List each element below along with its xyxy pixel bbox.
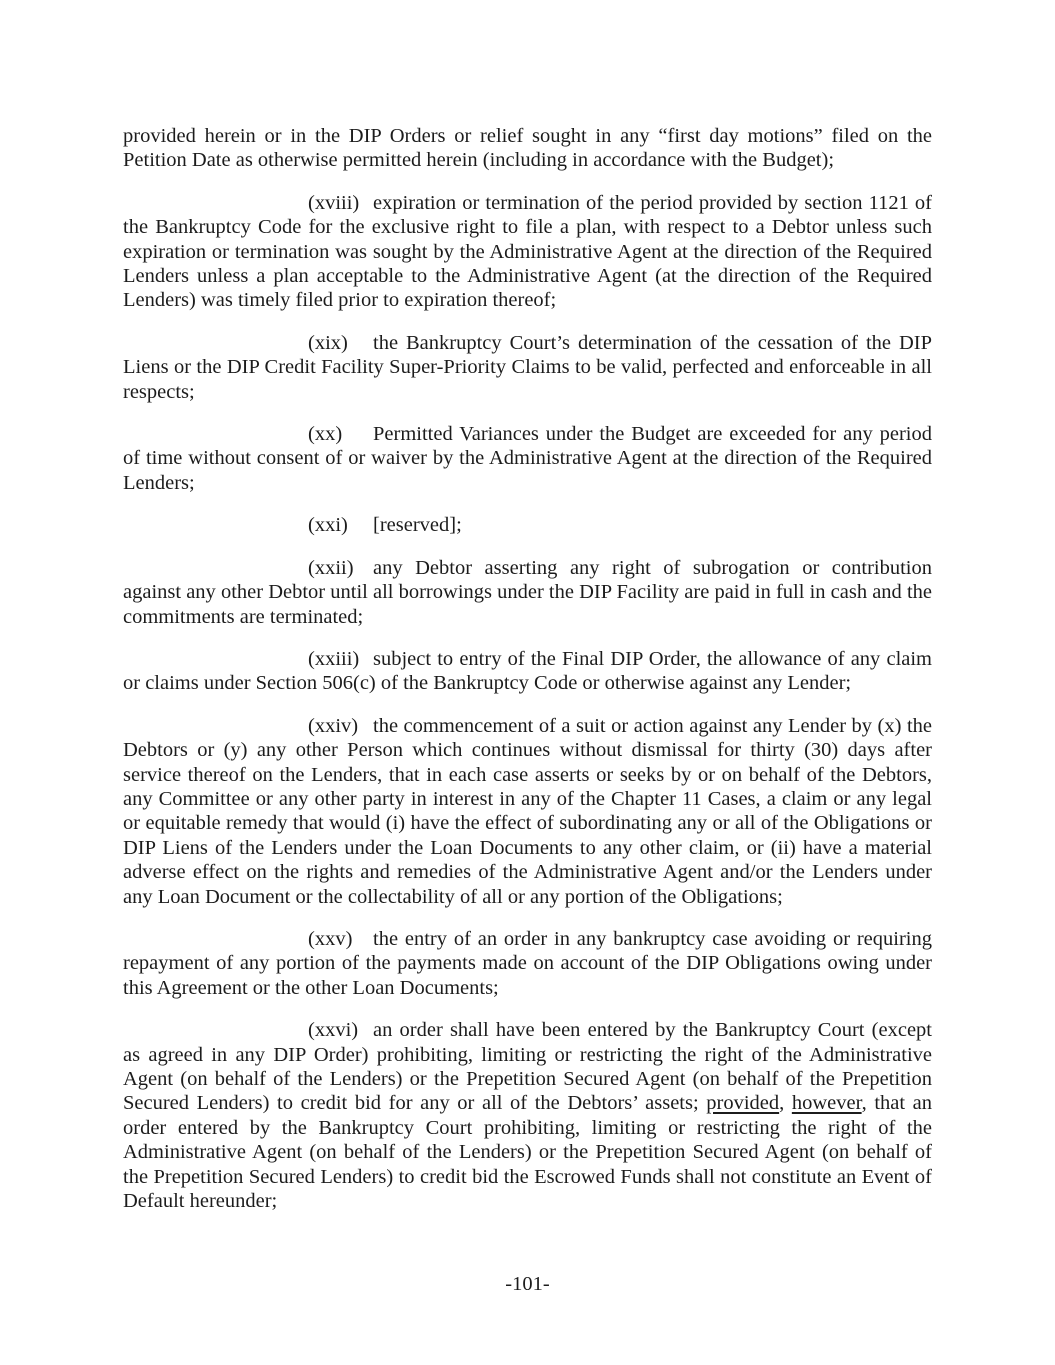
- clause-number: (xx): [308, 423, 343, 446]
- clause-text: the commencement of a suit or action against any Lender by (x) the Debtors or (y) any other Person which continues without dismissal for thirty (30) days after service thereof on the Lenders, that in each case asserts or seeks by or on behalf of the Debtors, any Committee or any other party in interest in any of the Chapter 11 Cases, a claim or any legal or equitable remedy that would (i) have the effect of subordinating any or all of the Obligations or DIP Liens of the Lenders under the Loan Documents to any other claim, or (ii) have a material adverse effect on the rights and remedies of the Administrative Agent and/or the Lenders under any Loan Document or the collectability of all or any portion of the Obligations;: [123, 714, 932, 908]
- clause-xxvi: [123, 1018, 932, 1213]
- document-body: [123, 124, 932, 1231]
- clause-text-segment: , that an order entered by the Bankruptcy Court prohibiting, limiting or restricting the right of the Administrative Agent (on behalf of the Lenders) or the Prepetition Secured Agent (on behalf of the Prepetition Secured Lenders) to credit bid the Escrowed Funds shall not constitute an Event of Default hereunder;: [123, 1092, 932, 1213]
- clause-xviii: [123, 191, 932, 313]
- underlined-term-however: however: [791, 1092, 862, 1115]
- page-number: -101-: [505, 1273, 550, 1295]
- clause-text-segment: an order shall have been entered by the Bankruptcy Court (except as agreed in any DIP Order) prohibiting, limiting or restricting the right of the Administrative Agent (on behalf of the Lenders) or the Prepetition Secured Agent (on behalf of the Prepetition Secured Lenders) to credit bid for any or all of the Debtors’ assets;: [123, 1019, 932, 1115]
- clause-xxv: [123, 927, 932, 1000]
- clause-xxi: [123, 513, 932, 537]
- clause-xxiv: [123, 714, 932, 909]
- clause-number: (xxvi): [308, 1019, 359, 1042]
- clause-number: (xxi): [308, 514, 348, 537]
- clause-text: the entry of an order in any bankruptcy case avoiding or requiring repayment of any portion of the payments made on account of the DIP Obligations owing under this Agreement or the other Loan Documents;: [123, 927, 932, 999]
- clause-number: (xxv): [308, 927, 353, 950]
- clause-xxiii: [123, 647, 932, 696]
- clause-text: any Debtor asserting any right of subrogation or contribution against any other Debtor until all borrowings under the DIP Facility are paid in full in cash and the commitments are terminated;: [123, 556, 932, 628]
- clause-text-segment: ,: [779, 1092, 792, 1115]
- clause-xix: [123, 331, 932, 404]
- clause-number: (xviii): [308, 191, 360, 214]
- clause-text: [reserved];: [373, 514, 462, 537]
- clause-xxii: [123, 556, 932, 629]
- clause-number: (xxiii): [308, 647, 360, 670]
- clause-number: (xxii): [308, 556, 354, 579]
- clause-number: (xxiv): [308, 714, 359, 737]
- clause-text: subject to entry of the Final DIP Order, the allowance of any claim or claims under Section 506(c) of the Bankruptcy Code or otherwise against any Lender;: [123, 647, 932, 695]
- clause-text: the Bankruptcy Court’s determination of the cessation of the DIP Liens or the DIP Credit Facility Super-Priority Claims to be valid, perfected and enforceable in all respects;: [123, 331, 932, 403]
- clause-number: (xix): [308, 331, 348, 354]
- underlined-term-provided: provided: [706, 1092, 780, 1115]
- clause-xx: [123, 422, 932, 495]
- clause-text: Permitted Variances under the Budget are exceeded for any period of time without consent of or waiver by the Administrative Agent at the direction of the Required Lenders;: [123, 423, 932, 494]
- clause-text: expiration or termination of the period provided by section 1121 of the Bankruptcy Code for the exclusive right to file a plan, with respect to a Debtor unless such expiration or termination was sought by the Administrative Agent at the direction of the Required Lenders unless a plan acceptable to the Administrative Agent (at the direction of the Required Lenders) was timely filed prior to expiration thereof;: [123, 191, 932, 312]
- intro-paragraph: provided herein or in the DIP Orders or relief sought in any “first day motions” filed on the Petition Date as otherwise permitted herein (including in accordance with the Budget);: [123, 125, 932, 172]
